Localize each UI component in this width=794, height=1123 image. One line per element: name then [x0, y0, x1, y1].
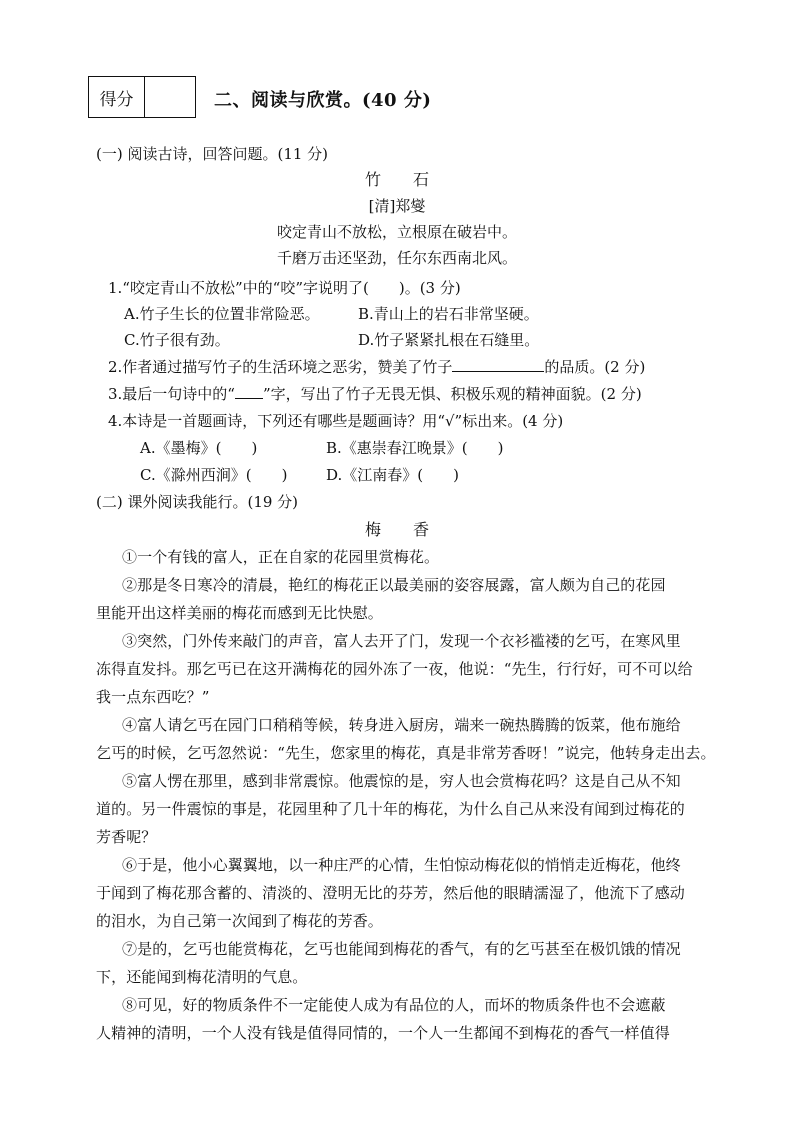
- q3-text-before: 3.最后一句诗中的“: [108, 385, 235, 403]
- q2-text-before: 2.作者通过描写竹子的生活环境之恶劣，赞美了竹子: [108, 358, 453, 376]
- poem-line-2: 千磨万击还坚劲，任尔东西南北风。: [276, 249, 517, 267]
- story-line: ③突然，门外传来敲门的声音，富人去开了门，发现一个衣衫褴褛的乞丐，在寒风里: [122, 632, 681, 650]
- story-line: 于闻到了梅花那含蓄的、清淡的、澄明无比的芬芳，然后他的眼睛濡湿了，他流下了感动: [96, 884, 685, 902]
- q1-option-b: B.青山上的岩石非常坚硬。: [358, 305, 539, 323]
- poem-line-1: 咬定青山不放松，立根原在破岩中。: [276, 223, 517, 241]
- story-line: ⑦是的，乞丐也能赏梅花，乞丐也能闻到梅花的香气，有的乞丐甚至在极饥饿的情况: [122, 940, 681, 958]
- question-2: [108, 357, 645, 377]
- q1-option-d: D.竹子紧紧扎根在石缝里。: [358, 331, 540, 349]
- question-4: 4.本诗是一首题画诗，下列还有哪些是题画诗？用“√”标出来。(4 分): [108, 412, 564, 430]
- score-box: [88, 76, 196, 118]
- story-title: 梅 香: [364, 520, 429, 539]
- score-label: 得分: [89, 77, 145, 117]
- q2-answer-blank[interactable]: [452, 357, 544, 372]
- story-line: 芳香呢？: [96, 828, 157, 846]
- q4-option-d: D.《江南春》( ): [326, 466, 459, 484]
- story-line: ⑧可见，好的物质条件不一定能使人成为有品位的人，而坏的物质条件也不会遮蔽: [122, 996, 666, 1014]
- story-line: ⑥于是，他小心翼翼地，以一种庄严的心情，生怕惊动梅花似的悄悄走近梅花，他终: [122, 856, 681, 874]
- q1-option-a: A.竹子生长的位置非常险恶。: [124, 305, 320, 323]
- q4-option-c: C.《滁州西涧》( ): [140, 466, 288, 484]
- question-3: [108, 384, 642, 404]
- poem-title: 竹 石: [364, 170, 429, 189]
- story-line: 人精神的清明，一个人没有钱是值得同情的，一个人一生都闻不到梅花的香气一样值得: [96, 1024, 670, 1042]
- story-line: 道的。另一件震惊的事是，花园里种了几十年的梅花，为什么自己从来没有闻到过梅花的: [96, 800, 685, 818]
- story-line: 乞丐的时候，乞丐忽然说：“先生，您家里的梅花，真是非常芳香呀！”说完，他转身走出去。: [96, 744, 716, 762]
- story-line: 冻得直发抖。那乞丐已在这开满梅花的园外冻了一夜，他说：“先生，行行好，可不可以给: [96, 660, 693, 678]
- story-line: ⑤富人愣在那里，感到非常震惊。他震惊的是，穷人也会赏梅花吗？这是自己从不知: [122, 772, 681, 790]
- q3-text-after: ”字，写出了竹子无畏无惧、积极乐观的精神面貌。(2 分): [262, 385, 642, 403]
- q4-option-a: A.《墨梅》( ): [140, 439, 258, 457]
- question-1: 1.“咬定青山不放松”中的“咬”字说明了( )。(3 分): [108, 279, 461, 297]
- score-value-cell[interactable]: [145, 77, 195, 117]
- q2-text-after: 的品质。(2 分): [544, 358, 646, 376]
- story-line: 下，还能闻到梅花清明的气息。: [96, 968, 308, 986]
- section-title: 二、阅读与欣赏。(40 分): [214, 90, 432, 111]
- story-line: ④富人请乞丐在园门口稍稍等候，转身进入厨房，端来一碗热腾腾的饭菜，他布施给: [122, 716, 681, 734]
- poem-author: [清]郑燮: [368, 197, 426, 215]
- part2-heading: (二) 课外阅读我能行。(19 分): [96, 493, 299, 511]
- story-line: 的泪水，为自己第一次闻到了梅花的芳香。: [96, 912, 383, 930]
- q3-answer-blank[interactable]: [235, 384, 263, 399]
- story-line: 里能开出这样美丽的梅花而感到无比快慰。: [96, 604, 383, 622]
- q1-option-c: C.竹子很有劲。: [124, 331, 230, 349]
- story-line: ①一个有钱的富人，正在自家的花园里赏梅花。: [122, 548, 440, 566]
- q4-option-b: B.《惠崇春江晚景》( ): [326, 439, 504, 457]
- story-line: 我一点东西吃？”: [96, 688, 210, 706]
- part1-heading: (一) 阅读古诗，回答问题。(11 分): [96, 145, 329, 163]
- story-line: ②那是冬日寒冷的清晨，艳红的梅花正以最美丽的姿容展露，富人颇为自己的花园: [122, 576, 666, 594]
